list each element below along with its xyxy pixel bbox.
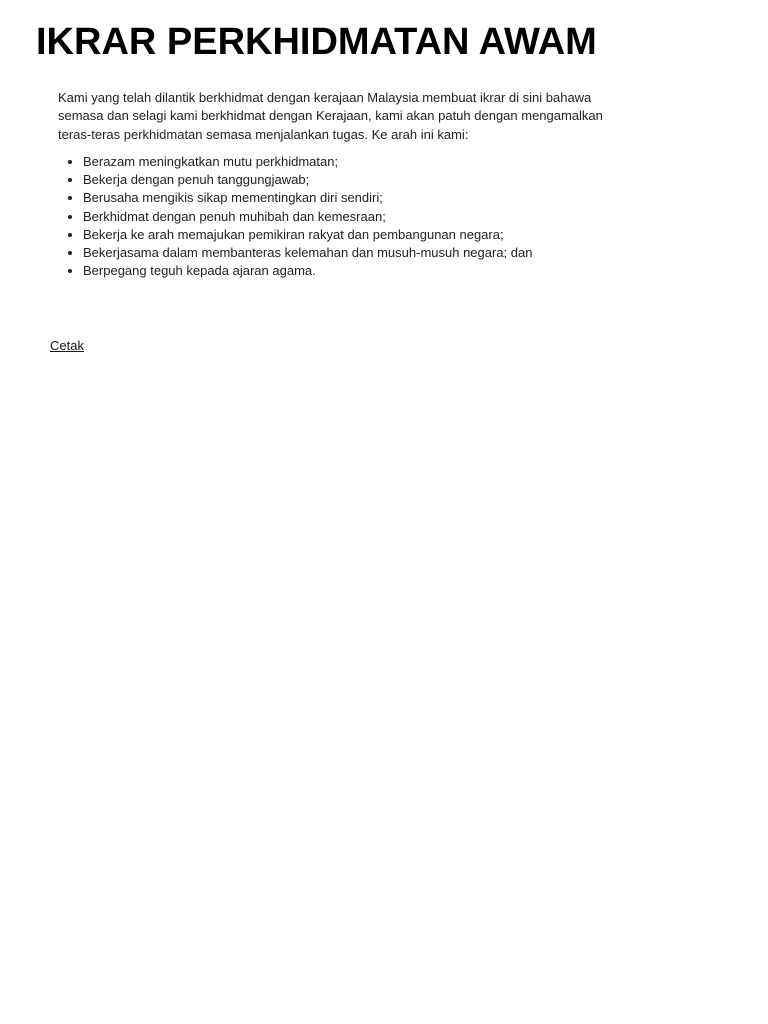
page-title: IKRAR PERKHIDMATAN AWAM xyxy=(36,21,597,63)
list-item: • Berpegang teguh kepada ajaran agama. xyxy=(83,262,628,280)
list-item: • Berkhidmat dengan penuh muhibah dan kemesraan; xyxy=(83,208,628,226)
list-item: • Bekerja ke arah memajukan pemikiran rakyat dan pembangunan negara; xyxy=(83,226,628,244)
pledge-list xyxy=(58,153,628,280)
list-item: • Berusaha mengikis sikap mementingkan diri sendiri; xyxy=(83,189,628,207)
pledge-intro: Kami yang telah dilantik berkhidmat dengan kerajaan Malaysia membuat ikrar di sini bahawa semasa dan selagi kami berkhidmat dengan Kerajaan, kami akan patuh dengan mengamalkan teras-teras perkhidmatan semasa menjalankan tugas. Ke arah ini kami: xyxy=(58,90,603,142)
list-item: • Bekerja dengan penuh tanggungjawab; xyxy=(83,171,628,189)
list-item: • Berazam meningkatkan mutu perkhidmatan; xyxy=(83,153,628,171)
pledge-section xyxy=(58,89,628,280)
print-link[interactable]: Cetak xyxy=(50,338,84,353)
list-item: • Bekerjasama dalam membanteras kelemahan dan musuh-musuh negara; dan xyxy=(83,244,628,262)
